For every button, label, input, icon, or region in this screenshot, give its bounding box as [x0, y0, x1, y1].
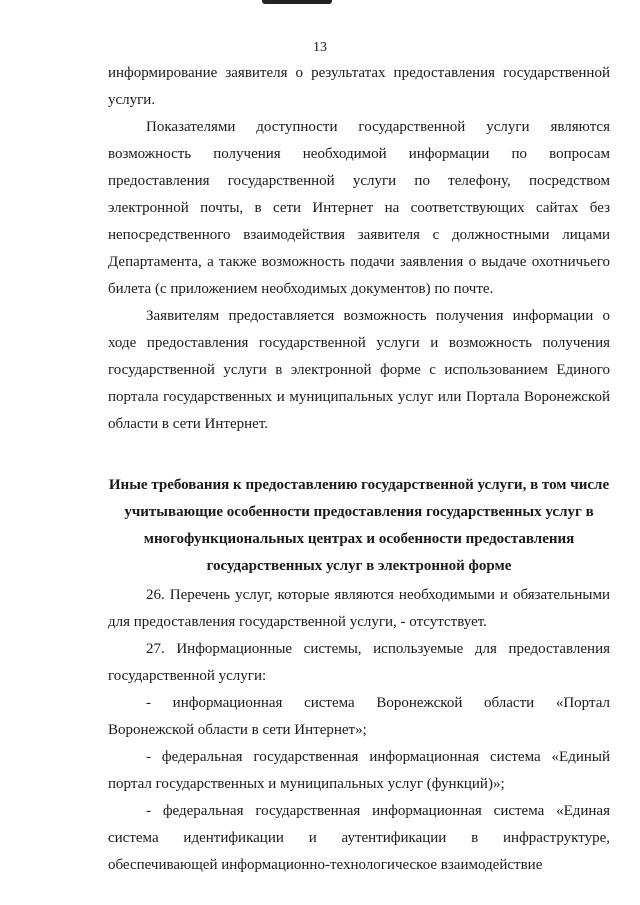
page-number: 13	[313, 40, 327, 55]
list-item-identification-system: - федеральная государственная информационная система «Единая система идентификации и аутентификации в инфраструктуре, обеспечивающей информационно-технологическое взаимодействие	[108, 803, 610, 873]
document-body	[108, 60, 610, 879]
list-item-regional-portal: - информационная система Воронежской области «Портал Воронежской области в сети Интернет»;	[108, 695, 610, 738]
scan-edge-mark	[262, 0, 332, 4]
list-item-federal-portal: - федеральная государственная информационная система «Единый портал государственных и муниципальных услуг (функций)»;	[108, 749, 610, 792]
paragraph-electronic-service: Заявителям предоставляется возможность получения информации о ходе предоставления государственной услуги и возможность получения государственной услуги в электронной форме с использованием Единого портала государственных и муниципальных услуг или Портала Воронежской области в сети Интернет.	[108, 308, 610, 432]
section-heading: Иные требования к предоставлению государственной услуги, в том числе учитывающие особенности предоставления государственных услуг в многофункциональных центрах и особенности предоставления государственных услуг в электронной форме	[108, 477, 610, 574]
paragraph-item-27: 27. Информационные системы, используемые для предоставления государственной услуги:	[108, 641, 610, 684]
paragraph-continuation: информирование заявителя о результатах предоставления государственной услуги.	[108, 65, 610, 108]
paragraph-accessibility-indicators: Показателями доступности государственной услуги являются возможность получения необходимой информации по вопросам предоставления государственной услуги по телефону, посредством электронной почты, в сети Интернет на соответствующих сайтах без непосредственного взаимодействия заявителя с должностными лицами Департамента, а также возможность подачи заявления о выдаче охотничьего билета (с приложением необходимых документов) по почте.	[108, 119, 610, 297]
paragraph-item-26: 26. Перечень услуг, которые являются необходимыми и обязательными для предоставления государственной услуги, - отсутствует.	[108, 587, 610, 630]
